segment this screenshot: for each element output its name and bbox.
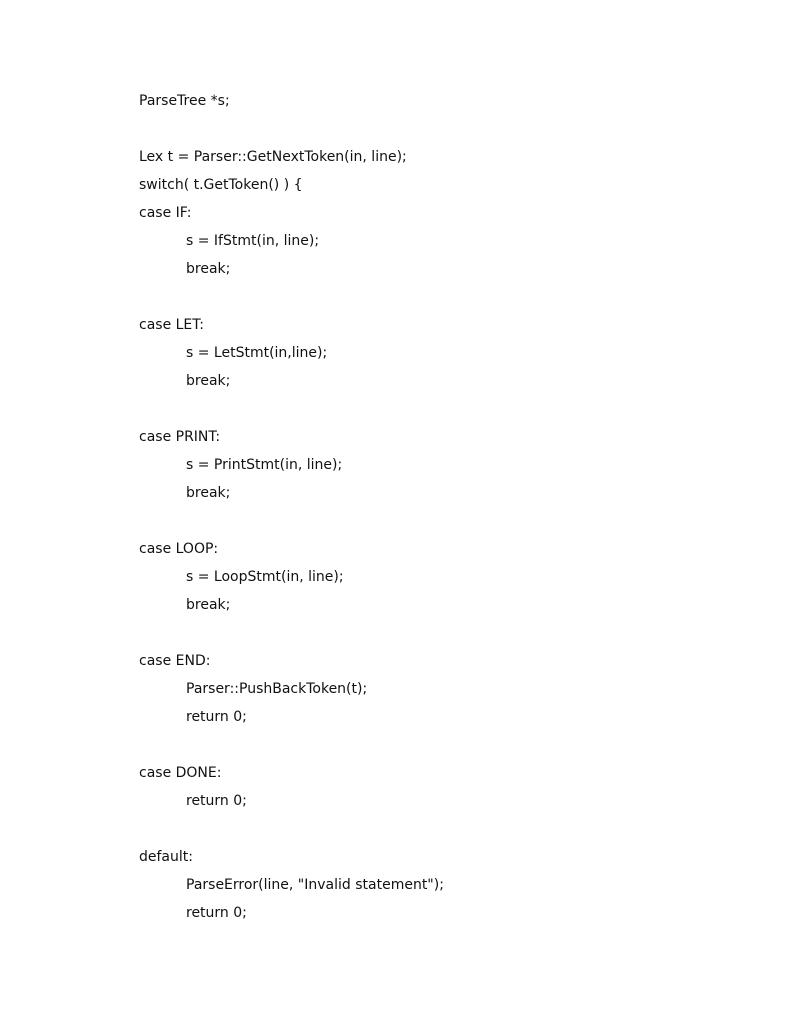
blank-line <box>139 395 444 423</box>
code-line: break; <box>186 373 231 389</box>
code-line: s = LetStmt(in,line); <box>186 345 328 361</box>
code-line: return 0; <box>186 793 247 809</box>
code-line: Lex t = Parser::GetNextToken(in, line); <box>139 149 407 165</box>
blank-line <box>139 815 444 843</box>
code-line: Parser::PushBackToken(t); <box>186 681 368 697</box>
code-line: ParseTree *s; <box>139 93 230 109</box>
code-line: switch( t.GetToken() ) { <box>139 177 303 193</box>
blank-line <box>139 619 444 647</box>
code-line: s = LoopStmt(in, line); <box>186 569 344 585</box>
case-label: case PRINT: <box>139 429 221 445</box>
case-label: case END: <box>139 653 211 669</box>
code-line: ParseError(line, "Invalid statement"); <box>186 877 444 893</box>
case-label: case LET: <box>139 317 205 333</box>
blank-line <box>139 283 444 311</box>
case-label: case DONE: <box>139 765 222 781</box>
code-line: return 0; <box>186 905 247 921</box>
code-line: s = IfStmt(in, line); <box>186 233 320 249</box>
case-label: case LOOP: <box>139 541 219 557</box>
blank-line <box>139 115 444 143</box>
code-line: break; <box>186 597 231 613</box>
code-line: s = PrintStmt(in, line); <box>186 457 343 473</box>
blank-line <box>139 731 444 759</box>
code-block <box>139 87 444 927</box>
blank-line <box>139 507 444 535</box>
code-line: break; <box>186 485 231 501</box>
code-line: break; <box>186 261 231 277</box>
case-label: default: <box>139 849 193 865</box>
code-line: return 0; <box>186 709 247 725</box>
case-label: case IF: <box>139 205 192 221</box>
